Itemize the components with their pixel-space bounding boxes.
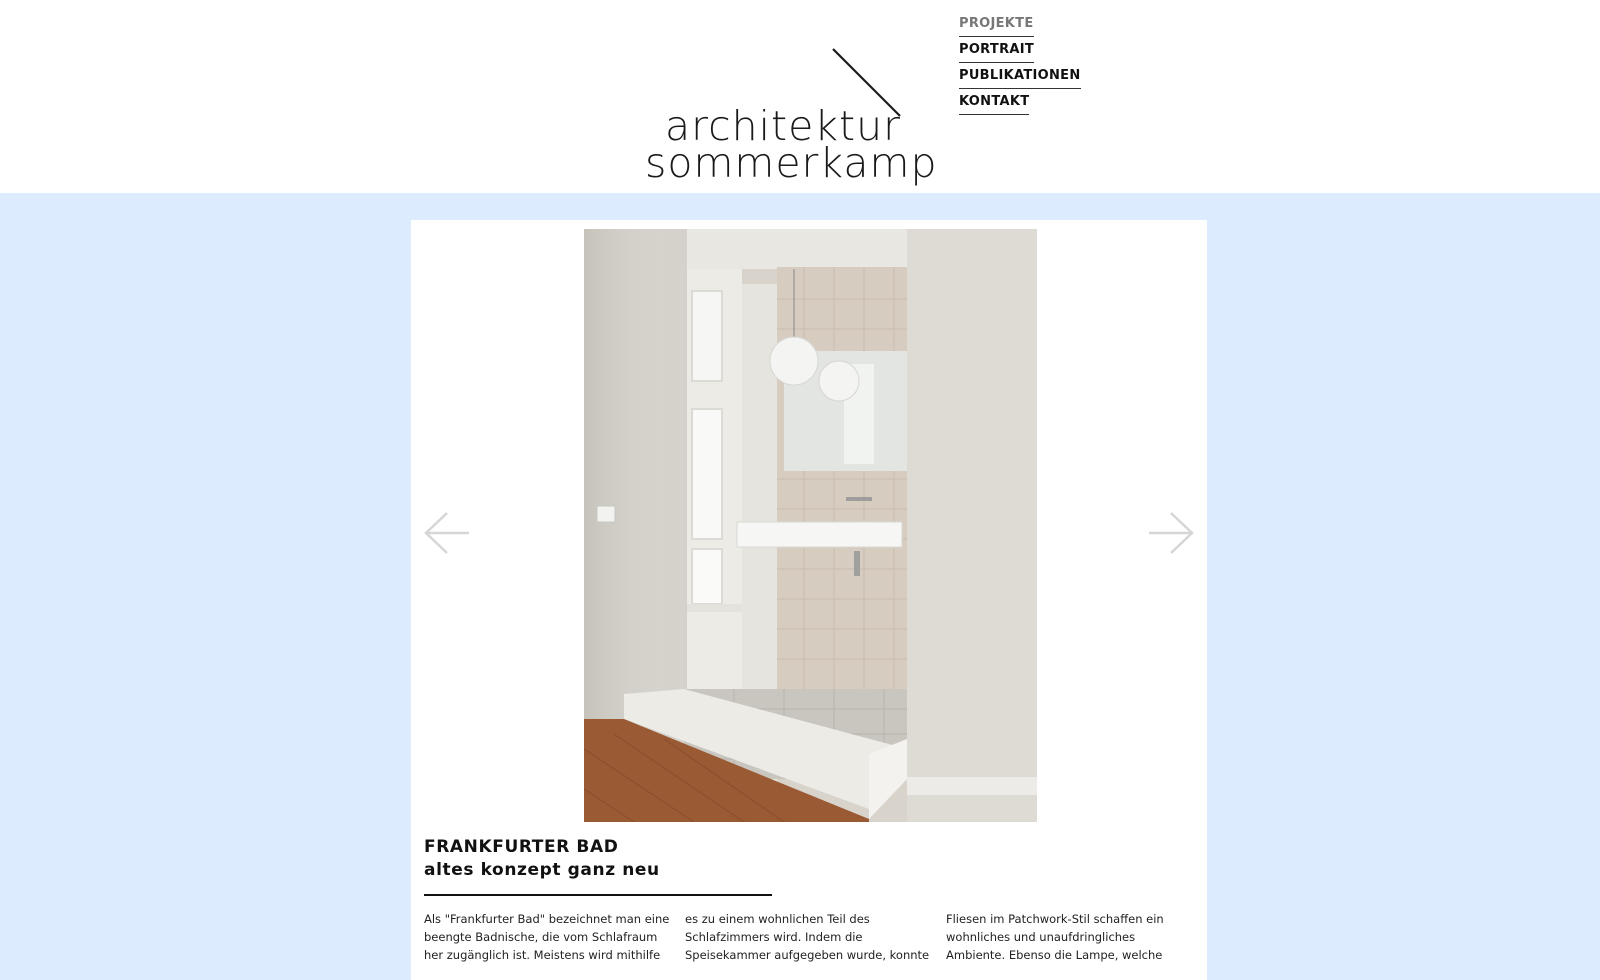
logo-text-sommerkamp: sommerkamp (645, 139, 938, 187)
text-line: Schlafzimmers wird. Indem die (685, 930, 863, 944)
nav-label-portrait[interactable]: PORTRAIT (959, 40, 1034, 63)
text-line: es zu einem wohnlichen Teil des (685, 912, 870, 926)
bathroom-photo (584, 229, 1037, 822)
project-title: FRANKFURTER BAD (424, 837, 619, 857)
arrow-right-icon[interactable] (1147, 510, 1195, 556)
project-subtitle: altes konzept ganz neu (424, 860, 660, 880)
title-divider (424, 894, 772, 896)
logo-text-architektur: architektur (665, 102, 901, 150)
nav-item-projekte[interactable] (959, 12, 1081, 38)
text-line: her zugänglich ist. Meistens wird mithilfe (424, 948, 661, 962)
nav-label-kontakt[interactable]: KONTAKT (959, 92, 1029, 115)
site-header (0, 0, 1600, 193)
project-content-panel (411, 220, 1207, 980)
text-line: Fliesen im Patchwork-Stil schaffen ein (946, 912, 1164, 926)
text-column-3 (946, 910, 1196, 964)
arrow-left-icon[interactable] (423, 510, 471, 556)
site-logo[interactable] (640, 46, 940, 186)
text-line: Als "Frankfurter Bad" bezeichnet man eine (424, 912, 670, 926)
text-line: beengte Badnische, die vom Schlafraum (424, 930, 658, 944)
text-column-1 (424, 910, 674, 964)
text-line: Speisekammer aufgegeben wurde, konnte (685, 948, 930, 962)
text-line: wohnliches und unaufdringliches (946, 930, 1136, 944)
main-navigation (959, 12, 1081, 116)
nav-item-portrait[interactable] (959, 38, 1081, 64)
project-photo (584, 229, 1037, 822)
nav-item-publikationen[interactable] (959, 64, 1081, 90)
text-line: Ambiente. Ebenso die Lampe, welche (946, 948, 1163, 962)
text-column-2 (685, 910, 935, 964)
nav-label-projekte[interactable]: PROJEKTE (959, 14, 1034, 37)
nav-item-kontakt[interactable] (959, 90, 1081, 116)
nav-label-publikationen[interactable]: PUBLIKATIONEN (959, 66, 1081, 89)
